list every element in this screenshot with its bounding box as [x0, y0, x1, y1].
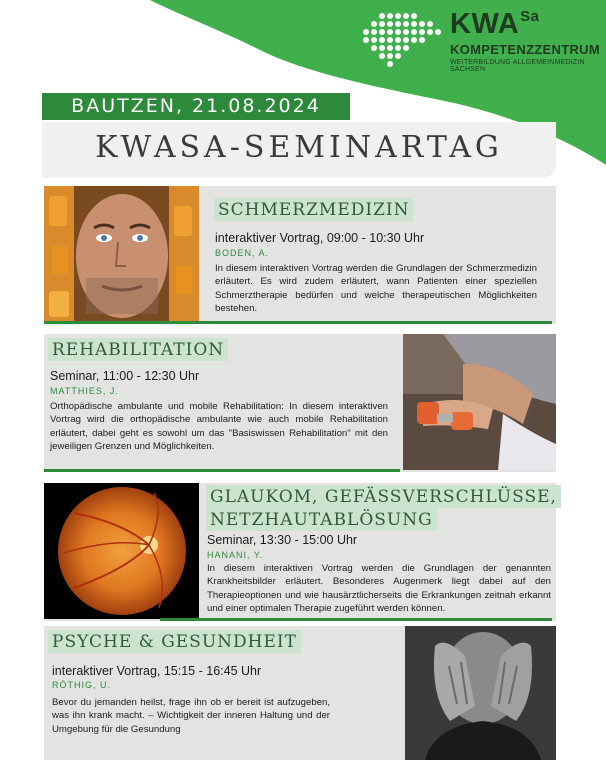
session-psyche-gesundheit [44, 626, 556, 760]
pain-portrait-image [44, 186, 199, 322]
session-title-line-1: GLAUKOM, GEFÄSSVERSCHLÜSSE, [206, 485, 561, 508]
divider-line [160, 618, 552, 621]
page-title: KWASA-SEMINARTAG [95, 130, 503, 165]
session-description: In diesem interaktiven Vortrag werden die Grundlagen der genannten Krankheitsbilder erläutert. Besonderes Augenmerk liegt dabei auf den Therapieoptionen und wie hausärztlicherseits die Erkrankungen zeitnah erkannt und einer optimalen Therapie zugeführt werden können. [207, 563, 551, 615]
event-date: BAUTZEN, 21.08.2024 [71, 95, 321, 117]
session-format-time: Seminar, 13:30 - 15:00 Uhr [207, 533, 358, 547]
session-speaker: HANANI, Y. [207, 550, 264, 560]
title-banner [42, 122, 556, 178]
rehabilitation-image [403, 334, 556, 470]
session-schmerzmedizin [44, 186, 556, 324]
session-description: In diesem interaktiven Vortrag werden die Grundlagen der Schmerzmedizin erläutert. Es wird zudem erläutert, wann Patienten einer speziellen Schmerztherapie bedürfen und welche therapeutischen Möglichkeiten bestehen. [215, 263, 537, 315]
session-description: Bevor du jemanden heilst, frage ihn ob er bereit ist aufzugeben, was ihn krank macht. – Wichtigkeit der inneren Haltung und der Umgebung für die Gesundung [52, 697, 330, 735]
session-title: SCHMERZMEDIZIN [214, 198, 413, 221]
session-description: Orthopädische ambulante und mobile Rehabilitation: In diesem interaktiven Vortrag wird die orthopädische ambulante wie auch mobile Rehabilitation erläutert, dabei geht es sowohl um das "Basiswissen Rehabilitation" mit den jeweiligen Grenzen und Möglichkeiten. [50, 401, 388, 453]
saxony-dots-icon [360, 10, 442, 68]
session-speaker: RÖTHIG, U. [52, 680, 111, 690]
kwasa-logo [360, 8, 600, 73]
divider-line [44, 321, 552, 324]
session-speaker: BODEN, A. [215, 248, 270, 258]
logo-subtitle: KOMPETENZZENTRUM [450, 42, 600, 57]
session-format-time: interaktiver Vortrag, 15:15 - 16:45 Uhr [52, 664, 262, 678]
session-rehabilitation [44, 334, 556, 472]
distressed-person-image [405, 626, 556, 760]
session-format-time: Seminar, 11:00 - 12:30 Uhr [50, 369, 200, 383]
session-title: REHABILITATION [48, 338, 228, 361]
session-title: PSYCHE & GESUNDHEIT [48, 630, 301, 653]
session-speaker: MATTHIES, J. [50, 386, 119, 396]
logo-tagline: WEITERBILDUNG ALLGEMEINMEDIZIN SACHSEN [450, 59, 585, 73]
retina-image [44, 483, 199, 619]
date-banner [42, 93, 350, 120]
session-glaukom [44, 483, 556, 621]
logo-wordmark: $KWA^{Sa}$ [450, 8, 540, 40]
session-title-line-2: NETZHAUTABLÖSUNG [206, 508, 437, 531]
divider-line [44, 469, 400, 472]
session-format-time: interaktiver Vortrag, 09:00 - 10:30 Uhr [215, 231, 425, 245]
